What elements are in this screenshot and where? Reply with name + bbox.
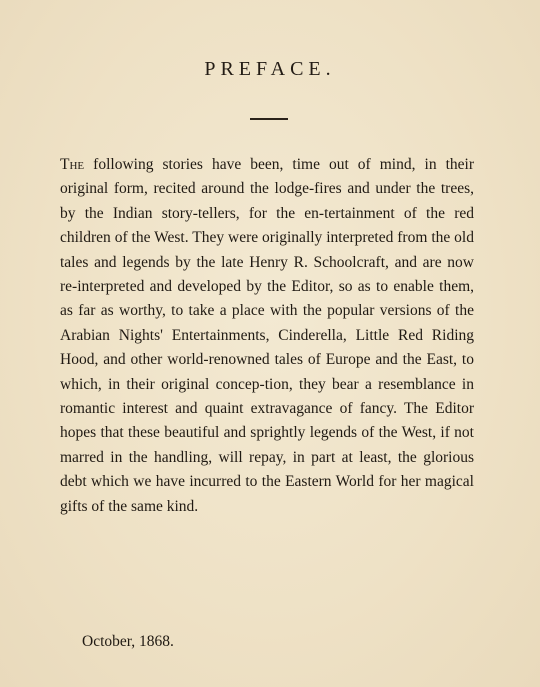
page-title: PREFACE. <box>204 58 336 80</box>
preface-paragraph <box>60 153 474 519</box>
dateline: October, 1868. <box>82 633 174 650</box>
paragraph-lead-word: The <box>60 156 85 173</box>
paragraph-body: following stories have been, time out of mind, in their original form, recited around the lodge-fires and under the trees, by the Indian story-tellers, for the en-tertainment of the red children of the West. They were originally interpreted from the old tales and legends by the late Henry R. Schoolcraft, and are now re-interpreted and developed by the Editor, so as to enable them, as far as worthy, to take a place with the popular versions of the Arabian Nights' Entertainments, Cinderella, Little Red Riding Hood, and other world-renowned tales of Europe and the East, to which, in their original concep-tion, they bear a resemblance in romantic interest and quaint extravagance of fancy. The Editor hopes that these beautiful and sprightly legends of the West, if not marred in the handling, will repay, in part at least, the glorious debt which we have incurred to the Eastern World for her magical gifts of the same kind. <box>60 156 474 515</box>
title-rule-divider <box>250 118 288 120</box>
